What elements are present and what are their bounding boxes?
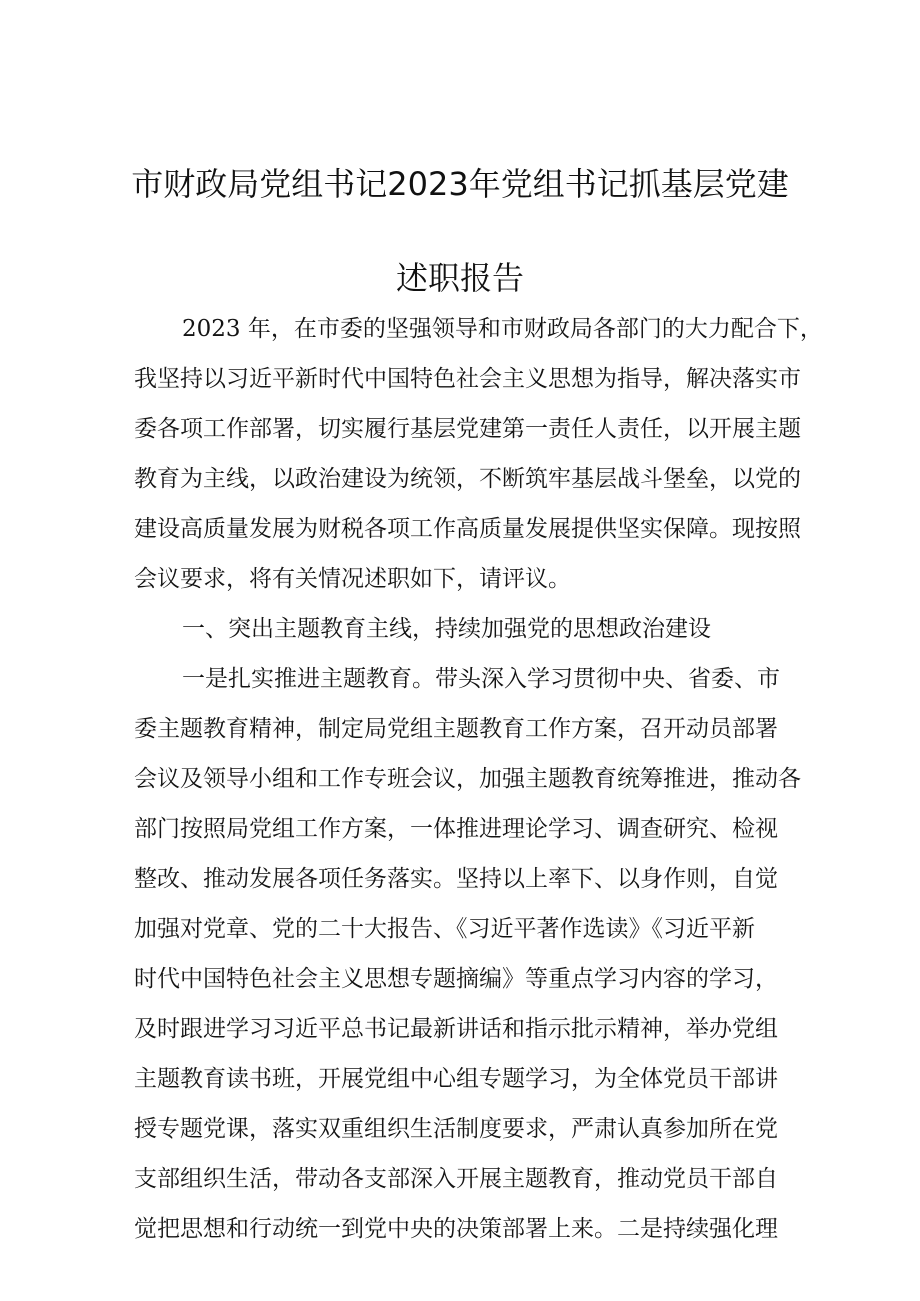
body-text-line: 一是扎实推进主题教育。带头深入学习贯彻中央、省委、市 bbox=[182, 666, 780, 692]
document-title-line-2: 述职报告 bbox=[395, 259, 524, 297]
body-text-line: 教育为主线，以政治建设为统领，不断筑牢基层战斗堡垒，以党的 bbox=[134, 466, 801, 492]
body-text-line: 整改、推动发展各项任务落实。坚持以上率下、以身作则，自觉 bbox=[134, 866, 778, 892]
body-text-line: 2023 年，在市委的坚强领导和市财政局各部门的大力配合下， bbox=[182, 316, 823, 342]
body-text-line: 委各项工作部署，切实履行基层党建第一责任人责任，以开展主题 bbox=[134, 416, 801, 442]
body-text-line: 我坚持以习近平新时代中国特色社会主义思想为指导，解决落实市 bbox=[134, 366, 801, 392]
body-text-line: 加强对党章、党的二十大报告、《习近平著作选读》《习近平新 bbox=[134, 916, 755, 942]
body-text-line: 部门按照局党组工作方案，一体推进理论学习、调查研究、检视 bbox=[134, 816, 778, 842]
body-text-line: 会议要求，将有关情况述职如下，请评议。 bbox=[134, 566, 571, 592]
body-text-line: 觉把思想和行动统一到党中央的决策部署上来。二是持续强化理 bbox=[134, 1216, 778, 1242]
section-heading: 一、突出主题教育主线，持续加强党的思想政治建设 bbox=[182, 616, 711, 642]
body-text-line: 及时跟进学习习近平总书记最新讲话和指示批示精神，举办党组 bbox=[134, 1016, 778, 1042]
document-title-line-1: 市财政局党组书记2023年党组书记抓基层党建 bbox=[131, 165, 789, 203]
body-text-line: 会议及领导小组和工作专班会议，加强主题教育统筹推进，推动各 bbox=[134, 766, 801, 792]
body-text-line: 主题教育读书班，开展党组中心组专题学习，为全体党员干部讲 bbox=[134, 1066, 778, 1092]
body-text-line: 建设高质量发展为财税各项工作高质量发展提供坚实保障。现按照 bbox=[134, 516, 801, 542]
body-text-line: 支部组织生活，带动各支部深入开展主题教育，推动党员干部自 bbox=[134, 1166, 778, 1192]
body-text-line: 委主题教育精神，制定局党组主题教育工作方案，召开动员部署 bbox=[134, 716, 778, 742]
body-text-line: 时代中国特色社会主义思想专题摘编》等重点学习内容的学习， bbox=[134, 966, 778, 992]
body-text-line: 授专题党课，落实双重组织生活制度要求，严肃认真参加所在党 bbox=[134, 1116, 778, 1142]
